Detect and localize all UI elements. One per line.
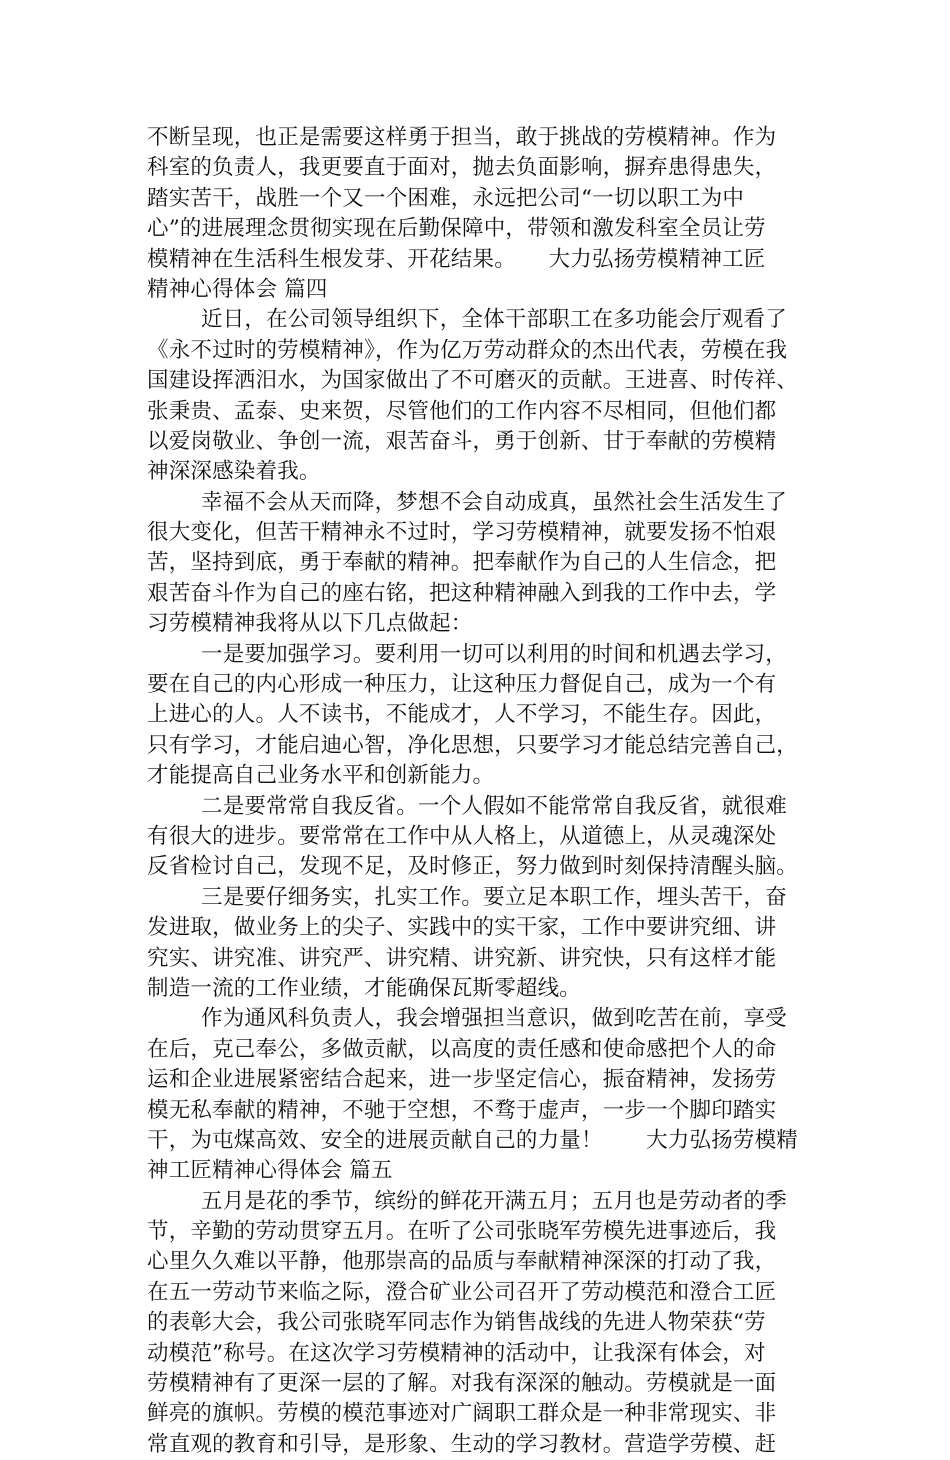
- text-line: 踏实苦干，战胜一个又一个困难，永远把公司“一切以职工为中: [147, 185, 745, 211]
- paragraph-first-line: 作为通风科负责人，我会增强担当意识，做到吃苦在前，享受: [201, 1006, 787, 1032]
- paragraph-first-line: 近日，在公司领导组织下，全体干部职工在多功能会厅观看了: [201, 307, 787, 333]
- text-line: 在后，克己奉公，多做贡献，以高度的责任感和使命感把个人的命: [147, 1036, 777, 1062]
- text-line: 运和企业进展紧密结合起来，进一步坚定信心，振奋精神，发扬劳: [147, 1067, 777, 1093]
- text-line: 心”的进展理念贯彻实现在后勤保障中，带领和激发科室全员让劳: [147, 216, 766, 242]
- text-line: 只有学习，才能启迪心智，净化思想，只要学习才能总结完善自己，: [147, 732, 799, 758]
- text-line: 艰苦奋斗作为自己的座右铭，把这种精神融入到我的工作中去，学: [147, 580, 777, 606]
- text-line: 很大变化，但苦干精神永不过时，学习劳模精神，就要发扬不怕艰: [147, 520, 777, 546]
- text-line: 常直观的教育和引导，是形象、生动的学习教材。营造学劳模、赶: [147, 1431, 777, 1457]
- text-line: 以爱岗敬业、争创一流，艰苦奋斗，勇于创新、甘于奉献的劳模精: [147, 428, 777, 454]
- text-line: 劳模精神有了更深一层的了解。对我有深深的触动。劳模就是一面: [147, 1371, 777, 1397]
- text-line: 苦，坚持到底，勇于奉献的精神。把奉献作为自己的人生信念，把: [147, 550, 777, 576]
- text-line: 张秉贵、孟泰、史来贺，尽管他们的工作内容不尽相同，但他们都: [147, 398, 777, 424]
- text-line: 科室的负责人，我更要直于面对，抛去负面影响，摒弃患得患失，: [147, 155, 777, 181]
- paragraph-first-line: 五月是花的季节，缤纷的鲜花开满五月；五月也是劳动者的季: [201, 1188, 787, 1214]
- text-line: 不断呈现，也正是需要这样勇于担当，敢于挑战的劳模精神。作为: [147, 125, 777, 150]
- text-line: 精神心得体会 篇四: [147, 276, 328, 302]
- text-line: 上进心的人。人不读书，不能成才，人不学习，不能生存。因此，: [147, 702, 777, 728]
- text-line: 节，辛勤的劳动贯穿五月。在听了公司张晓军劳模先进事迹后，我: [147, 1219, 777, 1245]
- text-line: 鲜亮的旗帜。劳模的模范事迹对广阔职工群众是一种非常现实、非: [147, 1401, 777, 1427]
- text-line: 制造一流的工作业绩，才能确保瓦斯零超线。: [147, 975, 582, 1001]
- text-line: 模无私奉献的精神，不驰于空想，不骛于虚声，一步一个脚印踏实: [147, 1097, 777, 1123]
- text-line: 反省检讨自己，发现不足，及时修正，努力做到时刻保持清醒头脑。: [147, 854, 799, 880]
- text-line: 国建设挥洒汨水，为国家做出了不可磨灭的贡献。王进喜、时传祥、: [147, 368, 799, 394]
- text-line: 有很大的进步。要常常在工作中从人格上，从道德上，从灵魂深处: [147, 823, 777, 849]
- text-line: 动模范”称号。在这次学习劳模精神的活动中，让我深有体会，对: [147, 1340, 766, 1366]
- document-page: [147, 123, 813, 1460]
- text-line: 发进取，做业务上的尖子、实践中的实干家，工作中要讲究细、讲: [147, 915, 777, 941]
- text-line: 才能提高自己业务水平和创新能力。: [147, 763, 495, 789]
- text-line: 究实、讲究准、讲究严、讲究精、讲究新、讲究快，只有这样才能: [147, 945, 777, 971]
- paragraph-first-line: 二是要常常自我反省。一个人假如不能常常自我反省，就很难: [201, 793, 787, 819]
- text-line: 习劳模精神我将从以下几点做起：: [147, 611, 473, 637]
- text-line: 心里久久难以平静，他那崇高的品质与奉献精神深深的打动了我，: [147, 1249, 777, 1275]
- paragraph-first-line: 幸福不会从天而降，梦想不会自动成真，虽然社会生活发生了: [201, 489, 787, 515]
- text-line: 干，为屯煤高效、安全的进展贡献自己的力量！ 大力弘扬劳模精: [147, 1127, 799, 1153]
- text-line: 神深深感染着我。: [147, 459, 321, 485]
- text-line: 在五一劳动节来临之际，澄合矿业公司召开了劳动模范和澄合工匠: [147, 1279, 777, 1305]
- text-line: 模精神在生活科生根发芽、开花结果。 大力弘扬劳模精神工匠: [147, 246, 766, 272]
- text-line: 的表彰大会，我公司张晓军同志作为销售战线的先进人物荣获“劳: [147, 1310, 766, 1336]
- paragraph-first-line: 一是要加强学习。要利用一切可以利用的时间和机遇去学习，: [201, 641, 787, 667]
- text-line: 《永不过时的劳模精神》，作为亿万劳动群众的杰出代表，劳模在我: [147, 337, 788, 363]
- text-line: 神工匠精神心得体会 篇五: [147, 1158, 393, 1184]
- paragraph-first-line: 三是要仔细务实，扎实工作。要立足本职工作，埋头苦干，奋: [201, 884, 787, 910]
- text-line: 要在自己的内心形成一种压力，让这种压力督促自己，成为一个有: [147, 672, 777, 698]
